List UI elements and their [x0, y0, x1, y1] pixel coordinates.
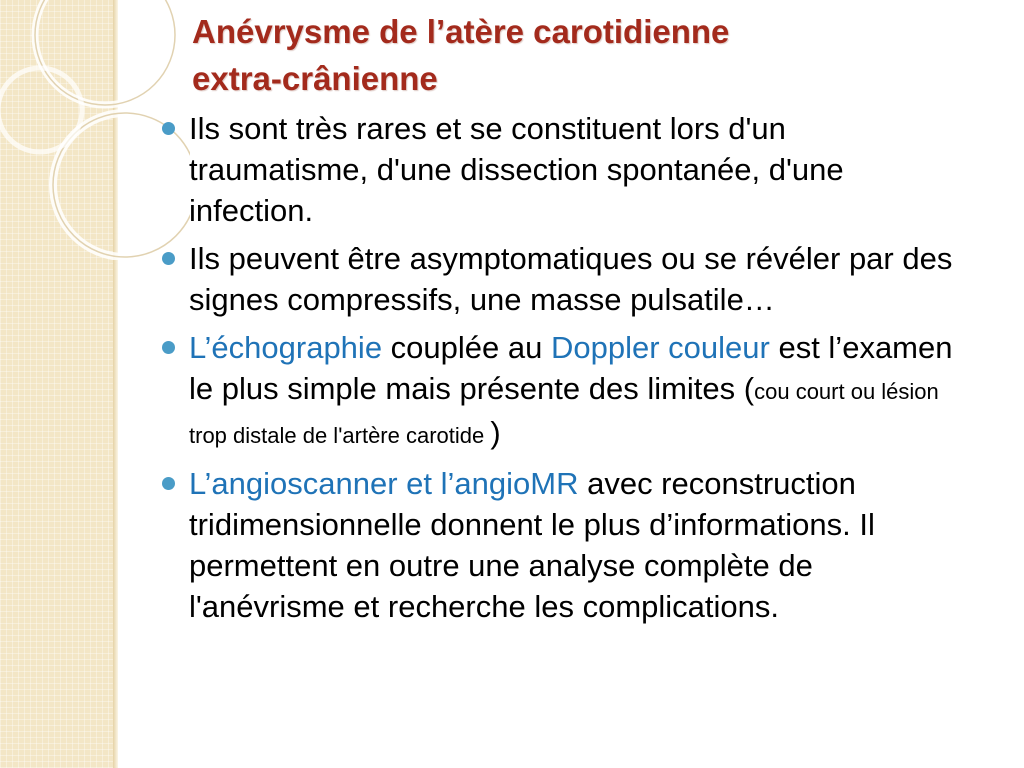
bullet-text: Ils peuvent être asymptomatiques ou se révéler par des signes compressifs, une masse pulsatile… — [189, 241, 953, 317]
bullet-list — [160, 108, 960, 634]
bullet-dot-icon — [162, 252, 175, 265]
slide-title-line-1: Anévrysme de l’atère carotidienne — [192, 13, 730, 50]
bullet-dot-icon — [162, 477, 175, 490]
bullet-small-text: cou court ou lésion trop distale de l'artère carotide — [189, 379, 939, 448]
highlight-angioscanner: L’angioscanner et l’angioMR — [189, 466, 579, 501]
bullet-text: est l’examen le plus simple mais présente des limites ( — [189, 330, 953, 406]
bullet-text-close: ) — [490, 415, 501, 450]
bullet-text: avec reconstruction tridimensionnelle donnent le plus d’informations. Il permettent en outre une analyse complète de l'anévrisme et recherche les complications. — [189, 466, 875, 624]
bullet-item — [160, 463, 960, 627]
bullet-dot-icon — [162, 341, 175, 354]
bullet-item — [160, 238, 960, 320]
bullet-text: Ils sont très rares et se constituent lors d'un traumatisme, d'une dissection spontanée, d'une infection. — [189, 111, 844, 228]
highlight-echographie: L’échographie — [189, 330, 383, 365]
bullet-item — [160, 327, 960, 456]
highlight-doppler-couleur: Doppler couleur — [550, 330, 770, 365]
slide-title — [192, 8, 972, 102]
bullet-text: couplée au — [382, 330, 551, 365]
bullet-dot-icon — [162, 122, 175, 135]
bullet-item — [160, 108, 960, 231]
slide-title-line-2: extra-crânienne — [192, 60, 438, 97]
